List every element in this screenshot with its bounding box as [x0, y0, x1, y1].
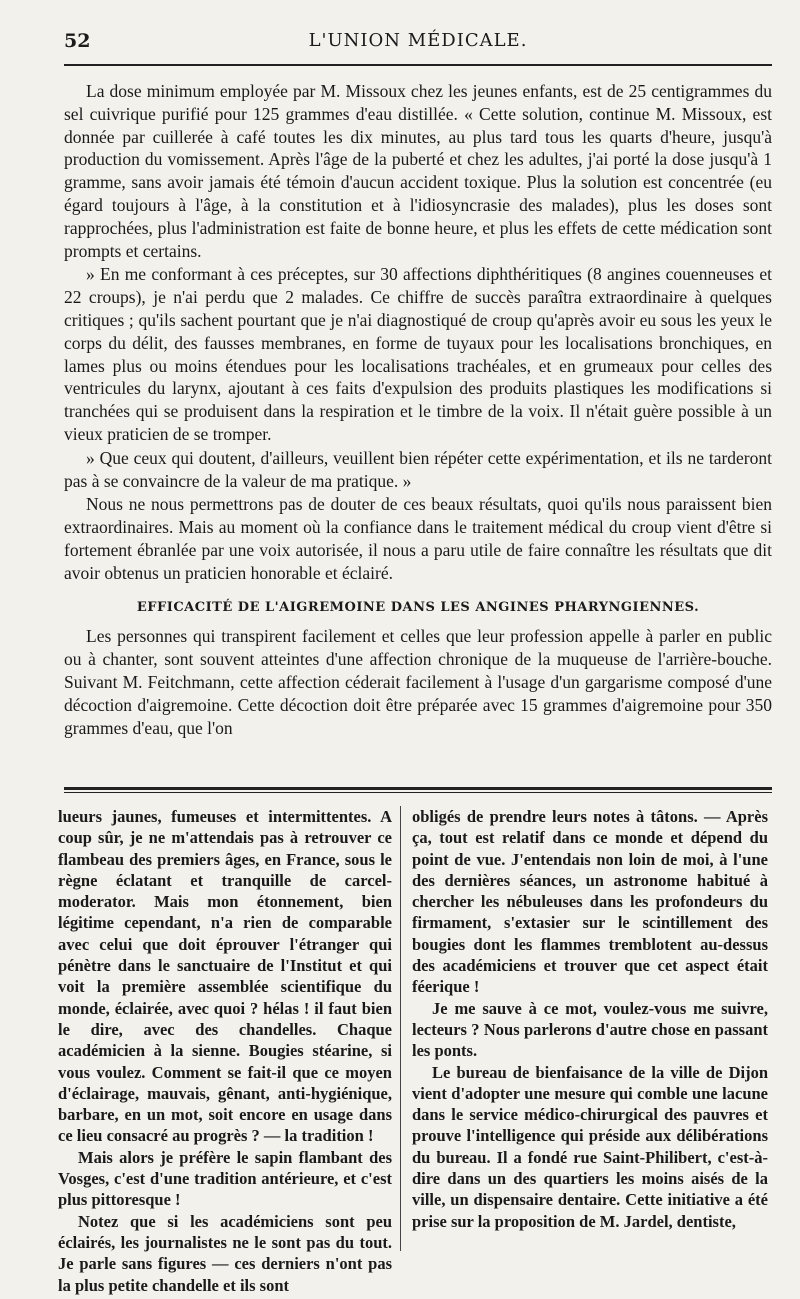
feuilleton-right-column: [412, 806, 768, 1232]
feuilleton-paragraph: Notez que si les académiciens sont peu éclairés, les journalistes ne le sont pas du tout. Je parle sans figures — ces derniers n'ont pas la plus petite chandelle et ils sont: [58, 1211, 392, 1295]
paragraph: » Que ceux qui doutent, d'ailleurs, veuillent bien répéter cette expérimentation, et ils ne tarderont pas à se convaincre de la valeur de ma pratique. »: [64, 447, 772, 491]
feuilleton-paragraph: lueurs jaunes, fumeuses et intermittentes. A coup sûr, je ne m'attendais pas à retrouver ce flambeau des premiers âges, en France, sous le règne éclatant et tranquille de carcel-moderator. Mais mon étonnement, bien légitime cependant, n'a rien de comparable avec celui que doit éprouver l'étranger qui pénètre dans le sanctuaire de l'Institut et qui voit la première assemblée scientifique du monde, éclairée, avec quoi ? hélas ! il faut bien le dire, avec des chandelles. Chaque académicien à la sienne. Bougies stéarine, si vous voulez. Comment se fait-il que ce moyen d'éclairage, mauvais, gênant, anti-hygiénique, barbare, en un mot, soit encore en usage dans ce lieu consacré au progrès ? — la tradition !: [58, 807, 392, 1146]
paragraph: Les personnes qui transpirent facilement et celles que leur profession appelle à parler en public ou à chanter, sont souvent atteintes d'une affection chronique de la muqueuse de l'arrière-bouche. Suivant M. Feitchmann, cette affection céderait facilement à l'usage d'un gargarisme composé d'une décoction d'aigremoine. Cette décoction doit être préparée avec 15 grammes d'aigremoine pour 350 grammes d'eau, que l'on: [64, 626, 772, 738]
main-text: [64, 80, 772, 739]
feuilleton-paragraph: Mais alors je préfère le sapin flambant des Vosges, c'est d'une tradition antérieure, et c'est plus pittoresque !: [58, 1147, 392, 1210]
header-rule: [64, 64, 772, 66]
column-separator: [400, 806, 401, 1251]
paragraph: La dose minimum employée par M. Missoux chez les jeunes enfants, est de 25 centigrammes du sel cuivrique purifié pour 125 grammes d'eau distillée. « Cette solution, continue M. Missoux, est donnée par cuillerée à café toutes les dix minutes, au plus tard tous les quarts d'heure, jusqu'à production du vomissement. Après l'âge de la puberté et chez les adultes, j'ai porté la dose jusqu'à 1 gramme, sans avoir jamais été témoin d'aucun accident toxique. Plus la solution est concentrée (eu égard toujours à l'âge, à la constitution et à l'idiosyncrasie des malades), plus les doses sont rapprochées, plus l'administration est faite de bonne heure, et plus les effets de cette médication sont prompts et certains.: [64, 81, 772, 261]
paragraph: » En me conformant à ces préceptes, sur 30 affections diphthéritiques (8 angines couenneuses et 22 croups), je n'ai perdu que 2 malades. Ce chiffre de succès paraîtra extraordinaire à quelques critiques ; qu'ils sachent pourtant que je n'ai diagnostiqué de croup qu'après avoir eu sous les yeux le corps du délit, des fausses membranes, en forme de tuyaux pour les localisations bronchiques, en lames plus ou moins étendues pour les localisations trachéales, et en grumeaux pour celles des ventricules du larynx, ajoutant à ces faits d'expulsion des produits plastiques les modifications si tranchées qui se produisent dans la respiration et le timbre de la voix. Il n'était guère possible à un vieux praticien de se tromper.: [64, 264, 772, 444]
feuilleton-paragraph: Le bureau de bienfaisance de la ville de Dijon vient d'adopter une mesure qui comble une lacune dans le service médico-chirurgical des pauvres et prouve l'intelligence qui préside aux délibérations du bureau. Il a fondé rue Saint-Philibert, c'est-à-dire dans un des quartiers les moins aisés de la ville, un dispensaire dentaire. Cette initiative a été prise sur la proposition de M. Jardel, dentiste,: [412, 1062, 768, 1231]
paragraph: Nous ne nous permettrons pas de douter de ces beaux résultats, quoi qu'ils nous paraissent bien extraordinaires. Mais au moment où la confiance dans le traitement médical du croup vient d'être si fortement ébranlée par une voix autorisée, il nous a paru utile de faire connaître les résultats que dit avoir obtenus un praticien honorable et éclairé.: [64, 494, 772, 583]
section-heading: EFFICACITÉ DE L'AIGREMOINE DANS LES ANGINES PHARYNGIENNES.: [136, 599, 700, 615]
page-header: [64, 28, 772, 58]
feuilleton-left-column: [58, 806, 392, 1296]
feuilleton-paragraph: obligés de prendre leurs notes à tâtons. — Après ça, tout est relatif dans ce monde et dépend du point de vue. J'entendais non loin de moi, à l'une des dernières séances, un astronome habitué à chercher les nébuleuses dans les profondeurs du firmament, s'extasier sur le scintillement des bougies dont les flammes tremblotent au-dessus des académiciens et trouver que cet aspect était féerique !: [412, 807, 768, 997]
feuilleton-divider: [64, 787, 772, 793]
feuilleton-paragraph: Je me sauve à ce mot, voulez-vous me suivre, lecteurs ? Nous parlerons d'autre chose en passant les ponts.: [412, 998, 768, 1061]
running-title: L'UNION MÉDICALE.: [308, 30, 528, 51]
page-number: 52: [64, 30, 91, 52]
